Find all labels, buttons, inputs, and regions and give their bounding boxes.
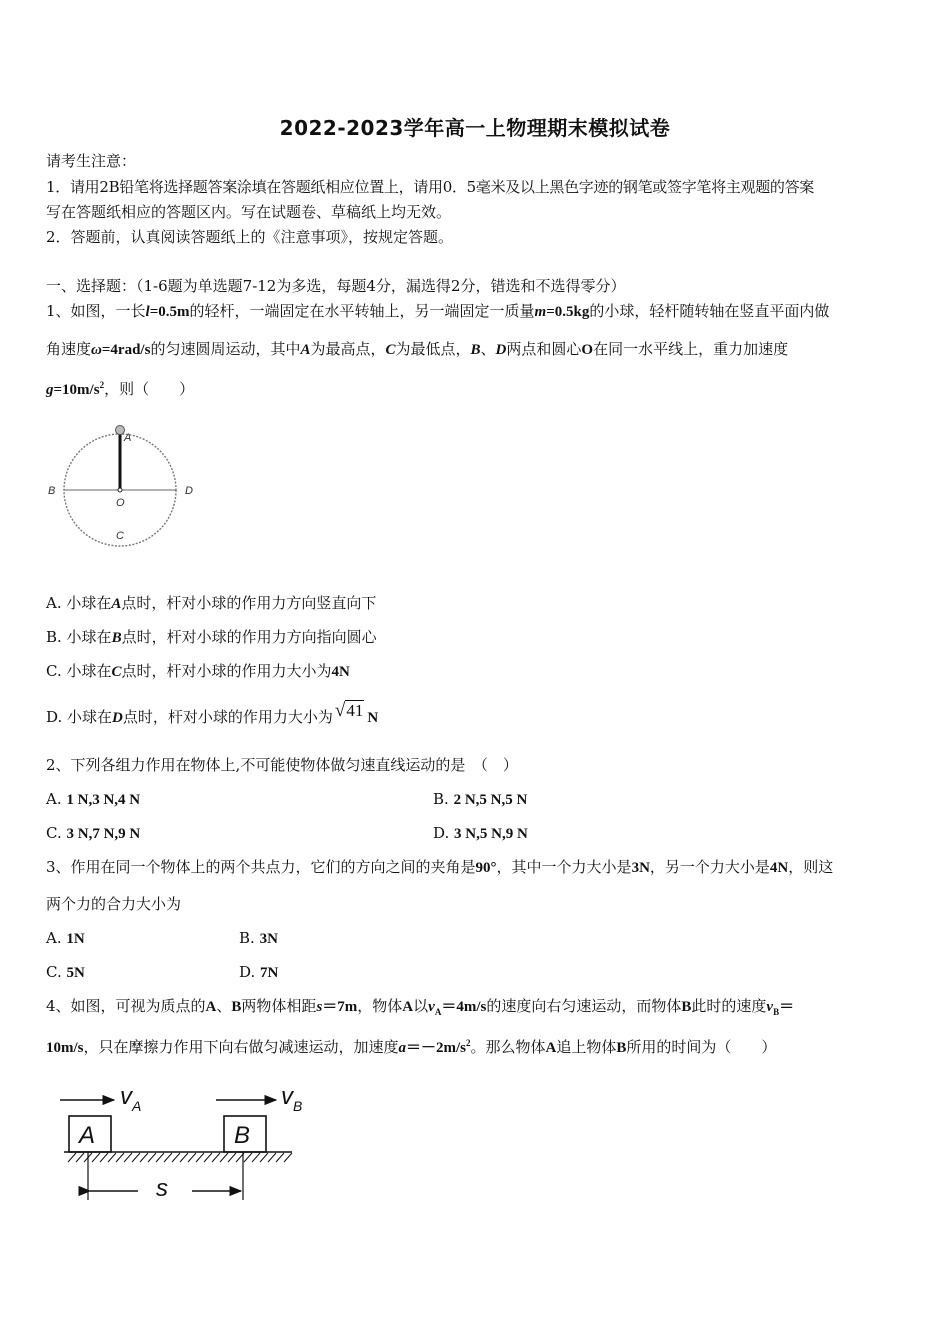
value: =0.5kg (546, 304, 590, 320)
block-a-label: A (79, 1122, 96, 1149)
point-b: B (470, 342, 481, 358)
text: 、 (480, 340, 496, 358)
text: C. 小球在 (46, 662, 112, 680)
text: 点时，杆对小球的作用力方向指向圆心 (121, 628, 377, 646)
object-b: B (231, 999, 242, 1015)
unit: N (367, 710, 379, 726)
option-letter: A. (46, 790, 67, 808)
q2-option-d (433, 823, 528, 844)
q1-stem-line-1 (46, 301, 829, 322)
value: ＝4m/s (441, 999, 487, 1015)
notice-line-1a: 1．请用2B铅笔将选择题答案涂填在答题纸相应位置上，请用0．5毫米及以上黑色字迹的钢笔或签字笔将主观题的答案 (46, 178, 815, 196)
text: 3、作用在同一个物体上的两个共点力，它们的方向之间的夹角是 (46, 858, 476, 876)
value: 10m/s (46, 1040, 84, 1056)
q2-option-b (433, 789, 527, 810)
q1-option-b (46, 627, 377, 648)
text: 1、如图，一长 (46, 302, 146, 320)
text: 所用的时间为（ ） (626, 1038, 777, 1056)
label-b: B (48, 485, 56, 497)
block-b-label: B (234, 1122, 251, 1149)
radicand: 41 (346, 701, 364, 720)
distance-label: s (156, 1175, 168, 1202)
q3-stem-line-2: 两个力的合力大小为 (46, 895, 182, 913)
value: =0.5m (149, 304, 190, 320)
text: 点时，杆对小球的作用力方向竖直向下 (121, 594, 377, 612)
label-c: C (116, 530, 124, 542)
q3-option-b (239, 928, 278, 949)
text: ，则这 (788, 858, 834, 876)
var-l: l (145, 304, 150, 320)
text: 、 (216, 997, 232, 1015)
text: 点时，杆对小球的作用力大小为 (121, 662, 332, 680)
text: 的速度向右匀速运动，而物体 (486, 997, 682, 1015)
text: 为最高点， (310, 340, 386, 358)
q4-motion-figure (56, 1078, 301, 1208)
q3-option-c (46, 962, 85, 983)
option-value: 3N (259, 931, 278, 947)
var-g: g (46, 382, 54, 398)
point-c: C (385, 342, 396, 358)
var-omega: ω (91, 342, 102, 358)
text: ，只在摩擦力作用下向右做匀减速运动，加速度 (83, 1038, 399, 1056)
subscript: A (132, 1098, 142, 1114)
text: 此时的速度 (691, 997, 767, 1015)
q1-stem-line-2 (46, 339, 788, 360)
radical-sign: √ (334, 700, 346, 721)
value: ＝ (779, 999, 795, 1015)
text: ，物体 (357, 997, 403, 1015)
subscript: B (293, 1098, 303, 1114)
notice-line-2: 2．答题前，认真阅读答题纸上的《注意事项》，按规定答题。 (46, 228, 454, 246)
symbol-v: v (120, 1083, 132, 1110)
center-point (118, 488, 122, 492)
velocity-label-a (120, 1083, 141, 1114)
point-a: A (300, 342, 311, 358)
value: =10m/s (53, 382, 100, 398)
option-letter: A. (46, 929, 67, 947)
subscript: A (434, 1007, 442, 1017)
text: 的匀速圆周运动，其中 (150, 340, 301, 358)
value: ＝7m (322, 999, 358, 1015)
q1-option-a (46, 593, 376, 614)
option-value: 1 N,3 N,4 N (66, 792, 141, 808)
text: 以 (413, 997, 429, 1015)
subscript: B (773, 1007, 780, 1017)
ground-hatching (68, 1153, 292, 1162)
text: D. 小球在 (46, 708, 113, 726)
text: 为最低点， (395, 340, 471, 358)
q3-stem-line-1 (46, 857, 833, 878)
q2-option-a (46, 789, 140, 810)
text: 点时，杆对小球的作用力大小为 (122, 708, 333, 726)
text: ，则（ ） (104, 380, 195, 398)
point-c: C (111, 664, 122, 680)
q1-circle-figure (44, 418, 204, 550)
object-b: B (681, 999, 692, 1015)
option-letter: D. (433, 824, 455, 842)
option-value: 1N (66, 931, 85, 947)
var-m: m (534, 304, 547, 320)
label-a: A (124, 432, 132, 444)
velocity-label-b (281, 1083, 302, 1114)
point-a: A (111, 596, 122, 612)
label-d: D (185, 485, 193, 497)
superscript: 2 (99, 380, 105, 390)
q4-stem-line-2 (46, 1033, 776, 1058)
option-letter: D. (239, 963, 261, 981)
text: ，其中一个力大小是 (496, 858, 632, 876)
text: 4、如图，可视为质点的 (46, 997, 206, 1015)
option-letter: B. (239, 929, 260, 947)
text: 两点和圆心 (506, 340, 582, 358)
point-d: D (112, 710, 123, 726)
option-letter: C. (46, 824, 67, 842)
object-a: A (545, 1040, 557, 1056)
point-d: D (495, 342, 507, 358)
point-b: B (111, 630, 122, 646)
q3-option-d (239, 962, 278, 983)
object-a: A (205, 999, 217, 1015)
text: 在同一水平线上，重力加速度 (593, 340, 789, 358)
option-value: 3 N,7 N,9 N (66, 826, 141, 842)
q4-stem-line-1 (46, 996, 794, 1022)
text: ，另一个力大小是 (649, 858, 770, 876)
option-letter: C. (46, 963, 67, 981)
text: 角速度 (46, 340, 92, 358)
option-value: 2 N,5 N,5 N (453, 792, 528, 808)
option-value: 7N (260, 965, 279, 981)
symbol-v: v (281, 1083, 293, 1110)
notice-heading: 请考生注意： (46, 152, 137, 170)
q2-option-c (46, 823, 140, 844)
text: 追上物体 (556, 1038, 617, 1056)
value: =4rad/s (101, 342, 151, 358)
q3-option-a (46, 928, 85, 949)
var-s: s (316, 999, 323, 1015)
section-heading: 一、选择题：（1-6题为单选题7-12为多选，每题4分，漏选得2分，错选和不选得零分） (46, 277, 626, 295)
text: 的小球，轻杆随转轴在竖直平面内做 (589, 302, 830, 320)
var-a: a (398, 1040, 407, 1056)
value: 4N (331, 664, 350, 680)
notice-line-1b: 写在答题纸相应的答题区内。写在试题卷、草稿纸上均无效。 (46, 203, 452, 221)
text: 的轻杆，一端固定在水平转轴上，另一端固定一质量 (189, 302, 535, 320)
value: 4N (769, 860, 789, 876)
page-title: 2022-2023学年高一上物理期末模拟试卷 (279, 116, 671, 140)
object-b: B (616, 1040, 627, 1056)
q1-option-c (46, 661, 350, 682)
text: 两物体相距 (241, 997, 317, 1015)
label-o: O (116, 497, 125, 509)
text: A. 小球在 (46, 594, 112, 612)
q1-option-d (46, 700, 379, 728)
option-value: 5N (66, 965, 85, 981)
value: 90° (475, 860, 497, 876)
object-a: A (402, 999, 414, 1015)
value: 3N (631, 860, 650, 876)
option-letter: B. (433, 790, 454, 808)
q2-stem: 2、下列各组力作用在物体上,不可能使物体做匀速直线运动的是 （ ） (46, 756, 518, 774)
text: B. 小球在 (46, 628, 112, 646)
value: ＝－2m/s (406, 1040, 467, 1056)
text: 。那么物体 (470, 1038, 546, 1056)
var-v: v (766, 999, 774, 1015)
superscript: 2 (466, 1038, 471, 1048)
option-value: 3 N,5 N,9 N (454, 826, 528, 842)
q1-stem-line-3 (46, 375, 194, 400)
point-o: O (581, 342, 594, 358)
sqrt-expression (335, 701, 364, 721)
var-v: v (428, 999, 435, 1015)
